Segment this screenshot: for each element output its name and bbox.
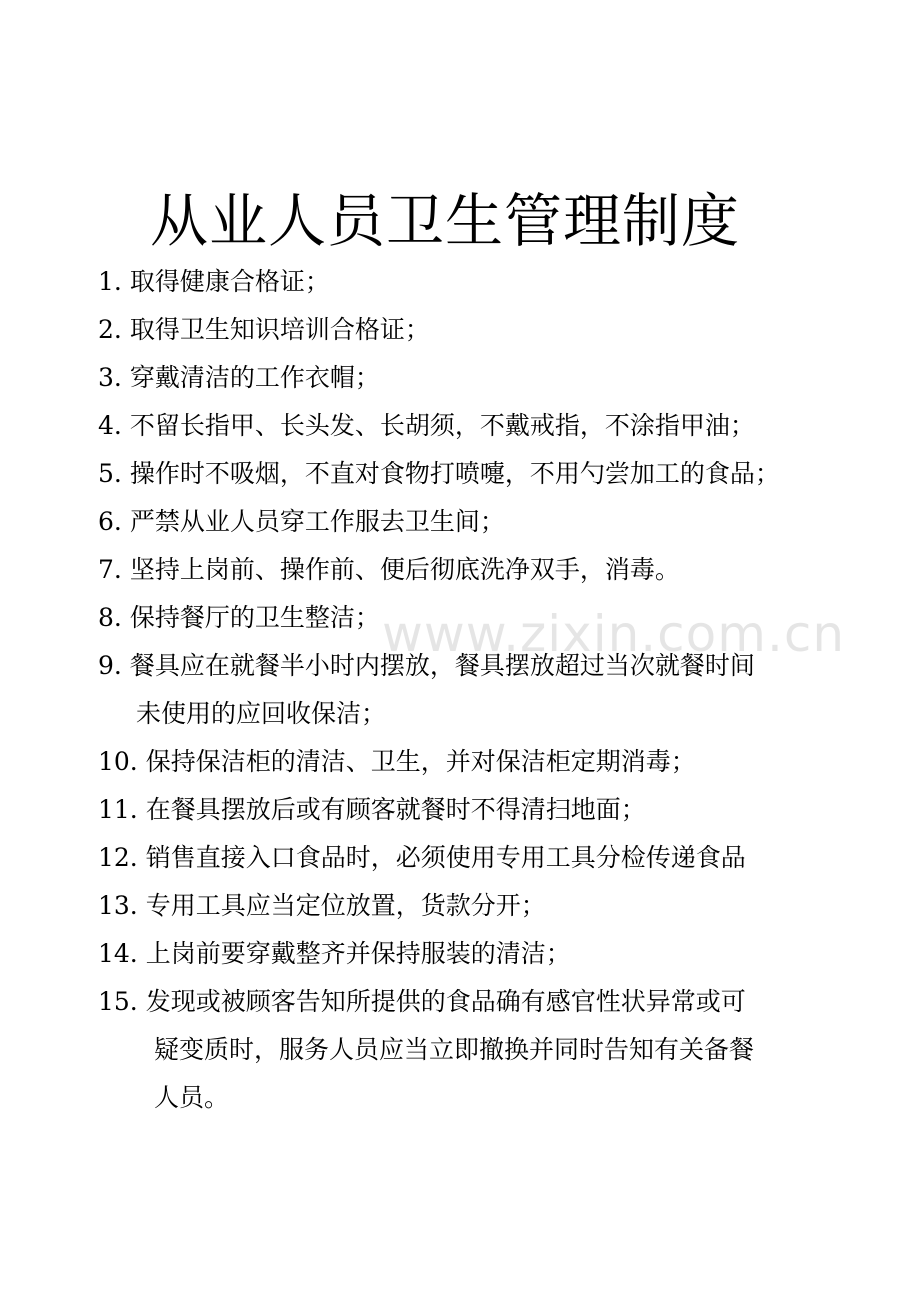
rule-text: 发现或被顾客告知所提供的食品确有感官性状异常或可 (145, 987, 746, 1016)
rule-number: 2. (98, 315, 122, 344)
rule-text: 销售直接入口食品时，必须使用专用工具分检传递食品 (145, 843, 746, 872)
rule-number: 7. (98, 555, 122, 584)
rule-text: 保持保洁柜的清洁、卫生，并对保洁柜定期消毒； (145, 747, 696, 776)
rule-number: 1. (98, 267, 122, 296)
rule-item-4 (98, 402, 898, 450)
rule-number: 5. (98, 459, 122, 488)
rule-item-3 (98, 354, 898, 402)
rule-list (98, 258, 898, 1122)
rule-item-6 (98, 498, 898, 546)
rule-item-1 (98, 258, 898, 306)
rule-text: 坚持上岗前、操作前、便后彻底洗净双手，消毒。 (129, 555, 680, 584)
rule-text: 保持餐厅的卫生整洁； (129, 603, 380, 632)
rule-item-13 (98, 882, 898, 930)
rule-text: 操作时不吸烟，不直对食物打喷嚏，不用勺尝加工的食品； (129, 459, 780, 488)
rule-item-7 (98, 546, 898, 594)
rule-number: 13. (98, 891, 138, 920)
rule-item-5 (98, 450, 898, 498)
rule-item-14 (98, 930, 898, 978)
rule-text: 上岗前要穿戴整齐并保持服装的清洁； (145, 939, 571, 968)
rule-number: 11. (98, 795, 138, 824)
rule-number: 9. (98, 651, 122, 680)
rule-text: 取得健康合格证； (129, 267, 330, 296)
rule-text-continued: 未使用的应回收保洁； (136, 699, 387, 728)
rule-item-15 (98, 978, 898, 1122)
rule-number: 12. (98, 843, 138, 872)
rule-number: 6. (98, 507, 122, 536)
rule-text: 不留长指甲、长头发、长胡须，不戴戒指，不涂指甲油； (129, 411, 755, 440)
rule-number: 4. (98, 411, 122, 440)
rule-text-continued: 疑变质时，服务人员应当立即撤换并同时告知有关备餐 (154, 1035, 755, 1064)
rule-item-10 (98, 738, 898, 786)
rule-text: 取得卫生知识培训合格证； (129, 315, 430, 344)
rule-number: 14. (98, 939, 138, 968)
rule-number: 3. (98, 363, 122, 392)
rule-text: 专用工具应当定位放置，货款分开； (145, 891, 546, 920)
rule-text: 穿戴清洁的工作衣帽； (129, 363, 380, 392)
rule-item-12 (98, 834, 898, 882)
document-title: 从业人员卫生管理制度 (149, 187, 740, 255)
rule-text: 严禁从业人员穿工作服去卫生间； (129, 507, 505, 536)
rule-number: 8. (98, 603, 122, 632)
rule-number: 15. (98, 987, 138, 1016)
rule-item-11 (98, 786, 898, 834)
rule-number: 10. (98, 747, 138, 776)
watermark: www.zixin.com.cn (382, 605, 846, 663)
rule-text: 餐具应在就餐半小时内摆放，餐具摆放超过当次就餐时间 (129, 651, 755, 680)
rule-text-continued: 人员。 (154, 1083, 230, 1112)
rule-item-2 (98, 306, 898, 354)
rule-text: 在餐具摆放后或有顾客就餐时不得清扫地面； (145, 795, 646, 824)
